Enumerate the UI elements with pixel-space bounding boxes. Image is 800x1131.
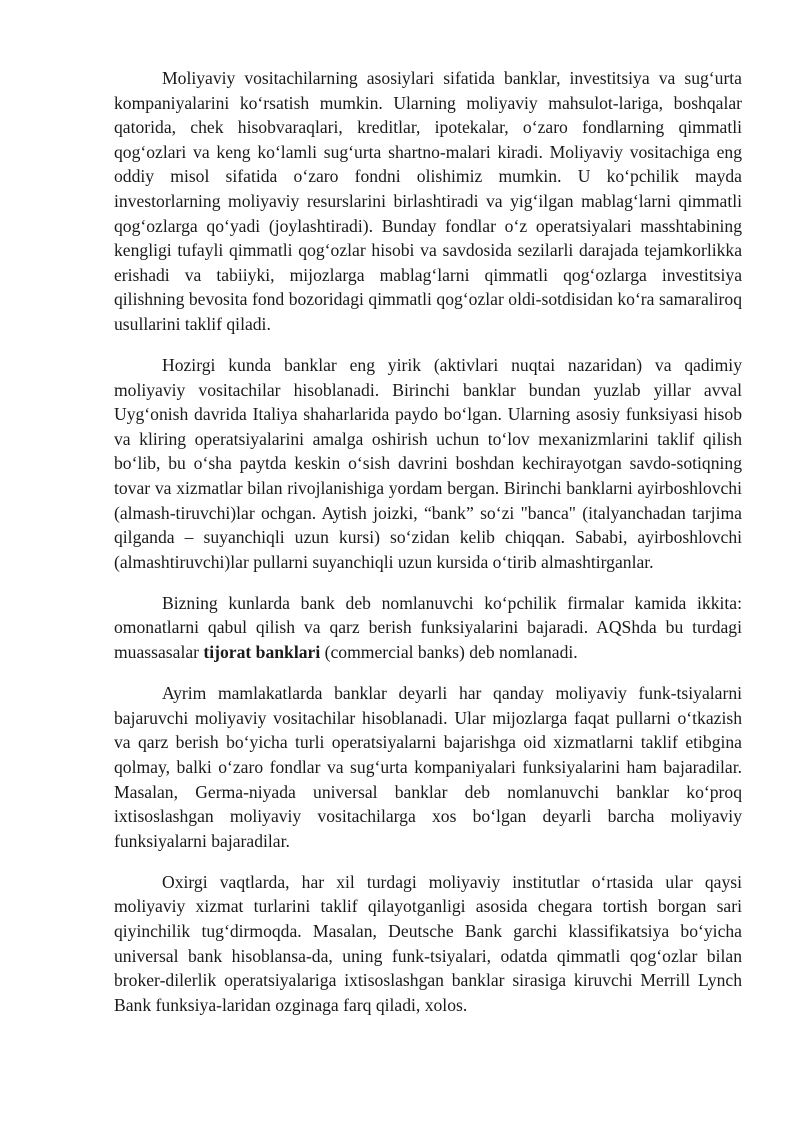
paragraph-commercial-banks-text-before: Bizning kunlarda bank deb nomlanuvchi ko‘pchilik firmalar kamida ikkita: omonatlarni qabul qilish va qarz berish funksiyalarini bajaradi. AQShda bu turdagi muassasalar: [114, 592, 742, 663]
bold-term-commercial-banks: tijorat banklari: [203, 642, 321, 663]
paragraph-banks-history: Hozirgi kunda banklar eng yirik (aktivlari nuqtai nazaridan) va qadimiy moliyaviy vositachilar hisoblanadi. Birinchi banklar bundan yuzlab yillar avval Uyg‘onish davrida Italiya shaharlarida paydo bo‘lgan. Ularning asosiy funksiyasi hisob va kliring operatsiyalarini amalga oshirish uchun to‘lov mexanizmlarini taklif qilish bo‘lib, bu o‘sha paytda keskin o‘sish davrini boshdan kechirayotgan savdo-sotiqning tovar va xizmatlar bilan rivojlanishiga yordam bergan. Birinchi banklarni ayirboshlovchi (almash-tiruvchi)lar ochgan. Aytish joizki, “bank” so‘zi "banca" (italyanchadan tarjima qilganda – suyanchiqli uzun kursi) so‘zidan kelib chiqqan. Sababi, ayirboshlovchi (almashtiruvchi)lar pullarni suyanchiqli uzun kursida o‘tirib almashtirganlar.: [114, 355, 742, 572]
document-page: [114, 66, 742, 1034]
paragraph-commercial-banks: [114, 591, 742, 665]
paragraph-institution-boundaries: Oxirgi vaqtlarda, har xil turdagi moliyaviy institutlar o‘rtasida ular qaysi moliyaviy xizmat turlarini taklif qilayotganligi asosida chegara tortish borgan sari qiyinchilik tug‘dirmoqda. Masalan, Deutsche Bank garchi klassifikatsiya bo‘yicha universal bank hisoblansa-da, uning funk-tsiyalari, odatda qimmatli qog‘ozlar bilan broker-dilerlik operatsiyalariga ixtisoslashgan banklar sirasiga kiruvchi Merrill Lynch Bank funksiya-laridan ozginaga farq qiladi, xolos.: [114, 871, 742, 1015]
paragraph-financial-intermediaries: Moliyaviy vositachilarning asosiylari sifatida banklar, investitsiya va sug‘urta kompaniyalarini ko‘rsatish mumkin. Ularning moliyaviy mahsulot-lariga, boshqalar qatorida, chek hisobvaraqlari, kreditlar, ipotekalar, o‘zaro fondlarning qimmatli qog‘ozlari va keng ko‘lamli sug‘urta shartno-malari kiradi. Moliyaviy vositachiga eng oddiy misol sifatida o‘zaro fondni olishimiz mumkin. U ko‘pchilik mayda investorlarning moliyaviy resurslarini birlashtiradi va yig‘ilgan mablag‘larni qimmatli qog‘ozlarga qo‘yadi (joylashtiradi). Bunday fondlar o‘z operatsiyalari masshtabining kengligi tufayli qimmatli qog‘ozlar hisobi va savdosida sezilarli darajada tejamkorlikka erishadi va tabiiyki, mijozlarga mablag‘larni qimmatli qog‘ozlarga investitsiya qilishning bevosita fond bozoridagi qimmatli qog‘ozlar oldi-sotdisidan ko‘ra samaraliroq usullarini taklif qiladi.: [114, 68, 742, 334]
paragraph-commercial-banks-text-after: (commercial banks) deb nomlanadi.: [320, 642, 578, 663]
paragraph-universal-banks: Ayrim mamlakatlarda banklar deyarli har qanday moliyaviy funk-tsiyalarni bajaruvchi moliyaviy vositachilar hisoblanadi. Ular mijozlarga faqat pullarni o‘tkazish va qarz berish bo‘yicha turli operatsiyalarni bajarishga oid xizmatlarni taklif etibgina qolmay, balki o‘zaro fondlar va sug‘urta kompaniyalari funksiyalarini ham bajaradilar. Masalan, Germa-niyada universal banklar deb nomlanuvchi banklar ko‘proq ixtisoslashgan moliyaviy vositachilarga xos bo‘lgan deyarli barcha moliyaviy funksiyalarni bajaradilar.: [114, 683, 742, 851]
